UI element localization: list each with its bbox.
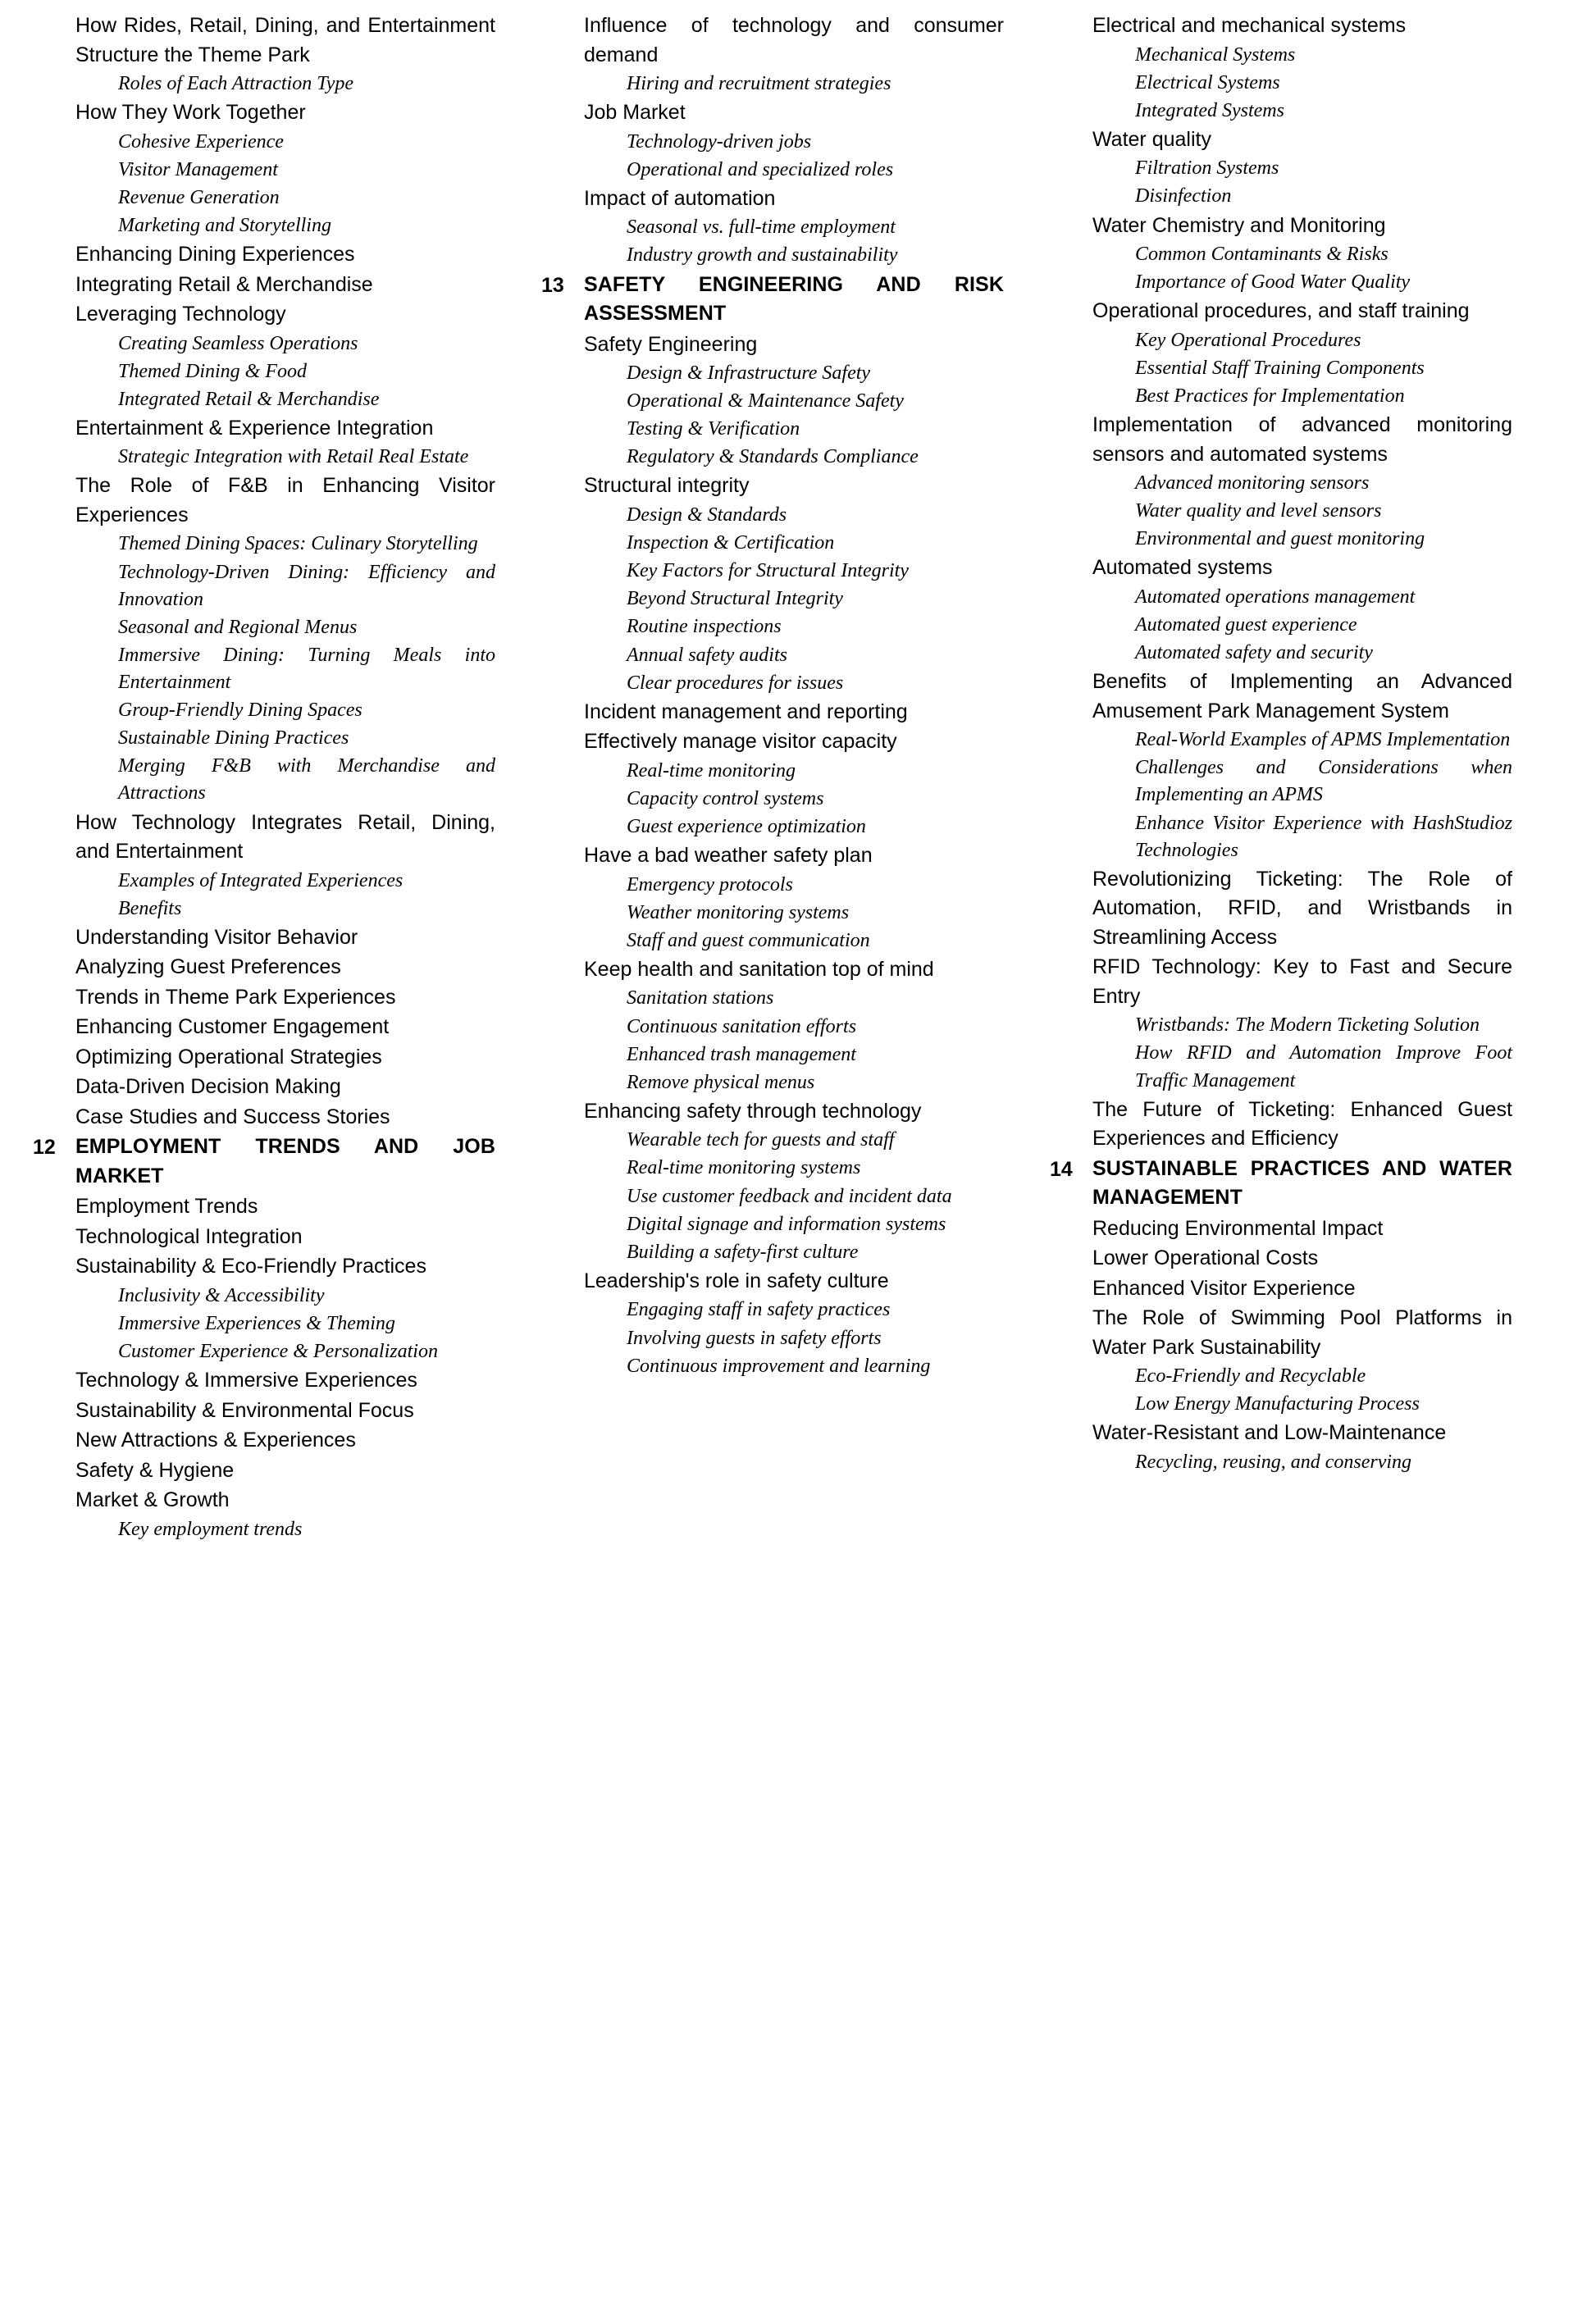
toc-subsection-entry[interactable] <box>1050 1391 1512 1418</box>
toc-section-title: Electrical and mechanical systems <box>1092 14 1407 37</box>
toc-section-entry[interactable] <box>33 1013 495 1042</box>
toc-section-title: The Future of Ticketing: Enhanced Guest Experiences and Efficiency <box>1092 1097 1512 1151</box>
toc-subsection-title: Best Practices for Implementation <box>1135 385 1405 407</box>
toc-section-entry[interactable] <box>33 953 495 982</box>
toc-section-title: Revolutionizing Ticketing: The Role of Automation, RFID, and Wristbands in Streamlining Access <box>1092 867 1512 949</box>
toc-subsection-entry[interactable] <box>1050 1012 1512 1039</box>
toc-subsection-title: Inspection & Certification <box>627 532 835 554</box>
toc-subsection-entry[interactable] <box>541 1069 1004 1096</box>
toc-section-title: Water quality <box>1092 127 1211 151</box>
toc-column-3 <box>1050 11 1512 1476</box>
toc-section-entry[interactable] <box>33 1043 495 1073</box>
toc-subsection-title: Key Operational Procedures <box>1135 329 1361 351</box>
toc-subsection-entry[interactable] <box>1050 498 1512 525</box>
toc-section-entry[interactable] <box>33 1456 495 1486</box>
toc-subsection-entry[interactable] <box>541 129 1004 156</box>
toc-section-title: Leveraging Technology <box>75 303 286 326</box>
toc-section-title: Safety Engineering <box>584 332 758 356</box>
toc-section-title: Lower Operational Costs <box>1092 1246 1319 1270</box>
toc-subsection-entry[interactable] <box>1050 640 1512 667</box>
toc-section-title: Enhanced Visitor Experience <box>1092 1276 1356 1300</box>
toc-subsection-title: Low Energy Manufacturing Process <box>1135 1393 1420 1415</box>
toc-section-entry[interactable] <box>541 727 1004 757</box>
toc-subsection-title: Clear procedures for issues <box>627 672 844 694</box>
toc-section-entry[interactable] <box>33 923 495 953</box>
toc-subsection-entry[interactable] <box>33 868 495 895</box>
toc-section-entry[interactable] <box>1050 1304 1512 1362</box>
toc-subsection-title: Seasonal and Regional Menus <box>118 616 358 638</box>
toc-subsection-entry[interactable] <box>541 360 1004 387</box>
toc-subsection-entry[interactable] <box>33 185 495 212</box>
toc-subsection-entry[interactable] <box>541 502 1004 529</box>
toc-section-entry[interactable] <box>541 11 1004 70</box>
toc-subsection-title: Wristbands: The Modern Ticketing Solution <box>1135 1014 1480 1037</box>
toc-subsection-title: Essential Staff Training Components <box>1135 357 1425 379</box>
toc-subsection-title: Strategic Integration with Retail Real Estate <box>118 446 469 468</box>
toc-subsection-title: Routine inspections <box>627 616 782 638</box>
toc-subsection-title: Operational and specialized roles <box>627 158 894 180</box>
toc-subsection-entry[interactable] <box>541 900 1004 927</box>
toc-section-title: Implementation of advanced monitoring sensors and automated systems <box>1092 413 1512 466</box>
toc-subsection-entry[interactable] <box>33 1283 495 1310</box>
toc-section-title: Effectively manage visitor capacity <box>584 730 897 754</box>
toc-section-title: How Rides, Retail, Dining, and Entertainment Structure the Theme Park <box>75 14 495 66</box>
toc-subsection-title: Testing & Verification <box>627 418 800 440</box>
toc-subsection-title: Visitor Management <box>118 158 278 180</box>
toc-subsection-entry[interactable] <box>541 1211 1004 1238</box>
toc-section-title: Understanding Visitor Behavior <box>75 925 358 949</box>
toc-subsection-entry[interactable] <box>541 444 1004 471</box>
toc-subsection-entry[interactable] <box>541 1014 1004 1041</box>
toc-subsection-entry[interactable] <box>33 157 495 184</box>
toc-subsection-title: Operational & Maintenance Safety <box>627 390 904 412</box>
toc-subsection-entry[interactable] <box>1050 183 1512 210</box>
toc-section-title: Sustainability & Environmental Focus <box>75 1398 414 1422</box>
toc-section-entry[interactable] <box>1050 953 1512 1011</box>
toc-subsection-entry[interactable] <box>33 386 495 413</box>
toc-subsection-entry[interactable] <box>33 725 495 752</box>
toc-section-title: Employment Trends <box>75 1195 258 1219</box>
toc-subsection-title: Immersive Experiences & Theming <box>118 1312 395 1334</box>
toc-subsection-title: Engaging staff in safety practices <box>627 1299 891 1321</box>
toc-subsection-entry[interactable] <box>33 358 495 385</box>
toc-subsection-entry[interactable] <box>33 1516 495 1543</box>
toc-subsection-title: Enhance Visitor Experience with HashStudioz Technologies <box>1135 812 1512 861</box>
toc-subsection-entry[interactable] <box>33 753 495 807</box>
toc-subsection-entry[interactable] <box>541 1325 1004 1352</box>
toc-subsection-title: Integrated Systems <box>1135 99 1284 121</box>
toc-section-entry[interactable] <box>1050 554 1512 583</box>
toc-section-entry[interactable] <box>1050 1419 1512 1448</box>
toc-chapter-title: EMPLOYMENT TRENDS AND JOB MARKET <box>75 1135 495 1187</box>
toc-subsection-entry[interactable] <box>1050 754 1512 809</box>
toc-subsection-title: Technology-driven jobs <box>627 130 812 153</box>
toc-section-title: Automated systems <box>1092 556 1273 580</box>
toc-section-entry[interactable] <box>33 414 495 444</box>
toc-subsection-entry[interactable] <box>541 786 1004 813</box>
toc-subsection-title: Marketing and Storytelling <box>118 214 331 236</box>
toc-subsection-entry[interactable] <box>33 1310 495 1338</box>
toc-subsection-title: Automated safety and security <box>1135 642 1373 664</box>
toc-subsection-entry[interactable] <box>541 416 1004 443</box>
toc-section-entry[interactable] <box>33 300 495 330</box>
toc-chapter-number: 13 <box>541 273 564 297</box>
toc-subsection-title: Themed Dining & Food <box>118 360 307 382</box>
toc-subsection-entry[interactable] <box>33 559 495 613</box>
toc-section-title: Enhancing safety through technology <box>584 1099 922 1123</box>
toc-subsection-entry[interactable] <box>541 388 1004 415</box>
toc-subsection-title: Customer Experience & Personalization <box>118 1341 438 1363</box>
toc-section-title: Keep health and sanitation top of mind <box>584 957 934 981</box>
toc-section-entry[interactable] <box>1050 297 1512 326</box>
toc-subsection-title: Revenue Generation <box>118 186 280 208</box>
toc-subsection-entry[interactable] <box>541 530 1004 557</box>
toc-subsection-entry[interactable] <box>541 872 1004 899</box>
toc-section-title: Integrating Retail & Merchandise <box>75 272 373 296</box>
toc-section-entry[interactable] <box>33 240 495 270</box>
toc-subsection-entry[interactable] <box>541 586 1004 613</box>
toc-subsection-entry[interactable] <box>1050 42 1512 69</box>
toc-subsection-title: Filtration Systems <box>1135 157 1279 180</box>
toc-section-title: How Technology Integrates Retail, Dining, and Entertainment <box>75 810 495 864</box>
toc-section-entry[interactable] <box>1050 1096 1512 1154</box>
toc-subsection-title: Creating Seamless Operations <box>118 332 358 354</box>
toc-subsection-entry[interactable] <box>1050 355 1512 382</box>
toc-subsection-title: Challenges and Considerations when Implementing an APMS <box>1135 757 1512 806</box>
toc-section-title: Incident management and reporting <box>584 700 908 723</box>
toc-subsection-entry[interactable] <box>1050 470 1512 497</box>
toc-section-entry[interactable] <box>1050 668 1512 726</box>
toc-section-title: Technological Integration <box>75 1224 303 1248</box>
toc-subsection-entry[interactable] <box>1050 327 1512 354</box>
toc-subsection-title: Water quality and level sensors <box>1135 500 1382 522</box>
toc-section-title: Safety & Hygiene <box>75 1458 235 1482</box>
toc-subsection-title: Involving guests in safety efforts <box>627 1327 882 1349</box>
toc-section-entry[interactable] <box>1050 411 1512 469</box>
toc-section-title: Enhancing Customer Engagement <box>75 1015 390 1039</box>
toc-section-entry[interactable] <box>33 1366 495 1396</box>
toc-section-title: Sustainability & Eco-Friendly Practices <box>75 1255 426 1278</box>
toc-subsection-entry[interactable] <box>541 157 1004 184</box>
toc-subsection-entry[interactable] <box>541 670 1004 697</box>
toc-subsection-entry[interactable] <box>1050 810 1512 864</box>
toc-section-entry[interactable] <box>541 1097 1004 1127</box>
toc-subsection-entry[interactable] <box>33 71 495 98</box>
toc-section-title: Influence of technology and consumer demand <box>584 14 1004 66</box>
toc-section-entry[interactable] <box>541 472 1004 501</box>
toc-subsection-title: Digital signage and information systems <box>627 1213 946 1235</box>
toc-subsection-title: Roles of Each Attraction Type <box>118 73 354 94</box>
toc-section-title: New Attractions & Experiences <box>75 1429 356 1452</box>
toc-subsection-entry[interactable] <box>1050 1363 1512 1390</box>
toc-subsection-title: Inclusivity & Accessibility <box>118 1284 325 1306</box>
toc-subsection-title: Annual safety audits <box>627 644 787 666</box>
toc-section-title: How They Work Together <box>75 101 306 125</box>
toc-section-entry[interactable] <box>33 1073 495 1102</box>
toc-subsection-entry[interactable] <box>541 758 1004 785</box>
toc-subsection-entry[interactable] <box>1050 383 1512 410</box>
toc-chapter-number: 14 <box>1050 1157 1073 1181</box>
toc-subsection-entry[interactable] <box>33 444 495 471</box>
toc-subsection-title: Design & Standards <box>627 504 787 526</box>
toc-section-title: Have a bad weather safety plan <box>584 844 873 868</box>
toc-subsection-title: Continuous improvement and learning <box>627 1355 931 1377</box>
toc-subsection-title: Automated operations management <box>1135 586 1416 608</box>
toc-subsection-entry[interactable] <box>1050 1449 1512 1476</box>
toc-subsection-title: Regulatory & Standards Compliance <box>627 446 919 468</box>
toc-subsection-entry[interactable] <box>541 1127 1004 1154</box>
toc-section-entry[interactable] <box>541 1267 1004 1297</box>
toc-section-entry[interactable] <box>541 98 1004 128</box>
toc-subsection-entry[interactable] <box>33 212 495 239</box>
toc-section-entry[interactable] <box>541 841 1004 871</box>
toc-subsection-title: Enhanced trash management <box>627 1043 856 1065</box>
toc-subsection-title: How RFID and Automation Improve Foot Traffic Management <box>1135 1042 1512 1091</box>
toc-column-2 <box>541 11 1004 1380</box>
toc-section-entry[interactable] <box>541 955 1004 985</box>
toc-section-title: Water Chemistry and Monitoring <box>1092 213 1386 237</box>
toc-section-entry[interactable] <box>33 809 495 867</box>
toc-section-title: Benefits of Implementing an Advanced Amusement Park Management System <box>1092 670 1512 722</box>
toc-section-entry[interactable] <box>33 1192 495 1222</box>
toc-section-title: Trends in Theme Park Experiences <box>75 985 396 1009</box>
toc-chapter-title: SUSTAINABLE PRACTICES AND WATER MANAGEMENT <box>1092 1156 1512 1210</box>
toc-subsection-title: Beyond Structural Integrity <box>627 588 843 610</box>
toc-subsection-title: Cohesive Experience <box>118 130 284 153</box>
toc-section-title: The Role of F&B in Enhancing Visitor Experiences <box>75 474 495 526</box>
toc-subsection-title: Mechanical Systems <box>1135 43 1296 66</box>
toc-subsection-entry[interactable] <box>541 558 1004 585</box>
toc-subsection-title: Recycling, reusing, and conserving <box>1135 1451 1412 1473</box>
toc-subsection-entry[interactable] <box>1050 526 1512 553</box>
toc-subsection-entry[interactable] <box>541 985 1004 1012</box>
toc-section-entry[interactable] <box>541 330 1004 360</box>
toc-subsection-entry[interactable] <box>1050 155 1512 182</box>
toc-section-entry[interactable] <box>33 1397 495 1426</box>
toc-subsection-entry[interactable] <box>1050 269 1512 296</box>
toc-subsection-title: Disinfection <box>1135 185 1232 207</box>
toc-section-title: Technology & Immersive Experiences <box>75 1369 417 1392</box>
toc-subsection-title: Technology-Driven Dining: Efficiency and Innovation <box>118 561 495 610</box>
toc-subsection-entry[interactable] <box>1050 70 1512 97</box>
toc-chapter-number: 12 <box>33 1136 56 1160</box>
toc-subsection-entry[interactable] <box>1050 612 1512 639</box>
toc-section-title: Analyzing Guest Preferences <box>75 955 341 979</box>
toc-subsection-title: Real-World Examples of APMS Implementation <box>1135 729 1511 751</box>
toc-subsection-title: Benefits <box>118 897 182 919</box>
toc-subsection-title: Themed Dining Spaces: Culinary Storytelling <box>118 533 478 555</box>
toc-subsection-entry[interactable] <box>1050 241 1512 268</box>
toc-subsection-title: Hiring and recruitment strategies <box>627 73 891 94</box>
toc-section-entry[interactable] <box>1050 11 1512 41</box>
toc-subsection-title: Emergency protocols <box>627 873 793 896</box>
toc-chapter-title: SAFETY ENGINEERING AND RISK ASSESSMENT <box>584 272 1004 326</box>
toc-section-title: RFID Technology: Key to Fast and Secure Entry <box>1092 955 1512 1008</box>
toc-subsection-title: Use customer feedback and incident data <box>627 1185 952 1207</box>
toc-section-title: Job Market <box>584 101 686 125</box>
toc-section-title: Market & Growth <box>75 1488 230 1512</box>
toc-subsection-title: Sustainable Dining Practices <box>118 727 349 750</box>
toc-subsection-title: Group-Friendly Dining Spaces <box>118 700 363 722</box>
toc-subsection-title: Environmental and guest monitoring <box>1135 528 1425 550</box>
toc-subsection-title: Merging F&B with Merchandise and Attractions <box>118 755 495 804</box>
toc-subsection-entry[interactable] <box>541 214 1004 241</box>
toc-section-title: Impact of automation <box>584 186 776 210</box>
toc-subsection-entry[interactable] <box>541 1353 1004 1380</box>
toc-subsection-title: Advanced monitoring sensors <box>1135 472 1370 494</box>
toc-section-title: Leadership's role in safety culture <box>584 1269 889 1292</box>
toc-chapter-entry[interactable] <box>541 271 1004 329</box>
toc-subsection-title: Eco-Friendly and Recyclable <box>1135 1365 1366 1388</box>
toc-subsection-title: Immersive Dining: Turning Meals into Entertainment <box>118 644 495 694</box>
toc-section-entry[interactable] <box>541 185 1004 214</box>
toc-subsection-entry[interactable] <box>541 1297 1004 1324</box>
toc-subsection-title: Key Factors for Structural Integrity <box>627 560 909 582</box>
toc-subsection-entry[interactable] <box>33 531 495 558</box>
toc-subsection-title: Building a safety-first culture <box>627 1241 859 1263</box>
toc-subsection-entry[interactable] <box>33 330 495 358</box>
toc-subsection-entry[interactable] <box>33 1338 495 1365</box>
toc-subsection-title: Sanitation stations <box>627 987 774 1009</box>
toc-section-entry[interactable] <box>1050 125 1512 155</box>
toc-subsection-title: Industry growth and sustainability <box>627 244 898 267</box>
toc-section-entry[interactable] <box>33 1426 495 1456</box>
toc-subsection-entry[interactable] <box>33 896 495 923</box>
toc-subsection-title: Integrated Retail & Merchandise <box>118 388 380 410</box>
toc-chapter-entry[interactable] <box>1050 1155 1512 1213</box>
toc-subsection-title: Importance of Good Water Quality <box>1135 271 1411 294</box>
toc-subsection-entry[interactable] <box>541 927 1004 955</box>
toc-subsection-entry[interactable] <box>541 1041 1004 1069</box>
toc-subsection-title: Automated guest experience <box>1135 614 1357 636</box>
toc-section-entry[interactable] <box>1050 1274 1512 1304</box>
toc-subsection-entry[interactable] <box>541 71 1004 98</box>
toc-subsection-title: Common Contaminants & Risks <box>1135 244 1389 266</box>
toc-section-title: Operational procedures, and staff training <box>1092 299 1470 323</box>
toc-subsection-entry[interactable] <box>541 813 1004 841</box>
toc-section-title: Entertainment & Experience Integration <box>75 416 434 440</box>
toc-subsection-title: Real-time monitoring systems <box>627 1157 861 1179</box>
toc-subsection-title: Examples of Integrated Experiences <box>118 869 404 891</box>
toc-subsection-entry[interactable] <box>541 1183 1004 1210</box>
toc-subsection-title: Seasonal vs. full-time employment <box>627 216 896 239</box>
toc-subsection-entry[interactable] <box>1050 727 1512 754</box>
toc-columns <box>33 11 1563 1543</box>
toc-subsection-entry[interactable] <box>541 242 1004 269</box>
toc-section-entry[interactable] <box>541 698 1004 727</box>
toc-section-entry[interactable] <box>33 11 495 70</box>
toc-subsection-entry[interactable] <box>541 613 1004 640</box>
toc-subsection-title: Design & Infrastructure Safety <box>627 362 871 385</box>
toc-subsection-title: Capacity control systems <box>627 787 824 809</box>
toc-column-1 <box>33 11 495 1543</box>
toc-subsection-title: Continuous sanitation efforts <box>627 1015 857 1037</box>
toc-section-title: Data-Driven Decision Making <box>75 1075 341 1099</box>
toc-section-entry[interactable] <box>33 1103 495 1132</box>
toc-section-entry[interactable] <box>33 983 495 1013</box>
toc-subsection-title: Staff and guest communication <box>627 929 870 951</box>
toc-section-entry[interactable] <box>1050 1215 1512 1244</box>
toc-section-entry[interactable] <box>33 1486 495 1515</box>
toc-section-entry[interactable] <box>33 98 495 128</box>
toc-subsection-title: Key employment trends <box>118 1518 303 1540</box>
toc-subsection-title: Weather monitoring systems <box>627 901 850 923</box>
toc-subsection-entry[interactable] <box>1050 98 1512 125</box>
toc-section-title: Water-Resistant and Low-Maintenance <box>1092 1421 1447 1445</box>
toc-section-title: Case Studies and Success Stories <box>75 1105 390 1128</box>
toc-chapter-entry[interactable] <box>33 1132 495 1191</box>
toc-subsection-title: Remove physical menus <box>627 1071 815 1093</box>
toc-subsection-entry[interactable] <box>1050 584 1512 611</box>
toc-subsection-entry[interactable] <box>33 614 495 641</box>
toc-section-title: Structural integrity <box>584 474 750 498</box>
toc-subsection-title: Wearable tech for guests and staff <box>627 1129 895 1151</box>
toc-section-entry[interactable] <box>33 1223 495 1252</box>
toc-subsection-entry[interactable] <box>541 1155 1004 1182</box>
toc-subsection-entry[interactable] <box>33 697 495 724</box>
toc-section-title: The Role of Swimming Pool Platforms in Water Park Sustainability <box>1092 1306 1512 1359</box>
toc-section-entry[interactable] <box>33 271 495 300</box>
toc-section-entry[interactable] <box>33 1252 495 1282</box>
toc-section-entry[interactable] <box>33 472 495 530</box>
toc-section-entry[interactable] <box>1050 865 1512 953</box>
toc-subsection-title: Electrical Systems <box>1135 71 1280 93</box>
toc-subsection-entry[interactable] <box>1050 1040 1512 1094</box>
toc-section-title: Reducing Environmental Impact <box>1092 1216 1384 1240</box>
toc-section-entry[interactable] <box>1050 212 1512 241</box>
toc-subsection-entry[interactable] <box>33 642 495 696</box>
toc-section-entry[interactable] <box>1050 1244 1512 1274</box>
toc-subsection-entry[interactable] <box>541 1239 1004 1266</box>
toc-subsection-title: Guest experience optimization <box>627 815 866 837</box>
toc-subsection-entry[interactable] <box>33 129 495 156</box>
toc-section-title: Optimizing Operational Strategies <box>75 1045 382 1069</box>
toc-section-title: Enhancing Dining Experiences <box>75 243 355 267</box>
toc-subsection-title: Real-time monitoring <box>627 759 796 782</box>
toc-subsection-entry[interactable] <box>541 642 1004 669</box>
